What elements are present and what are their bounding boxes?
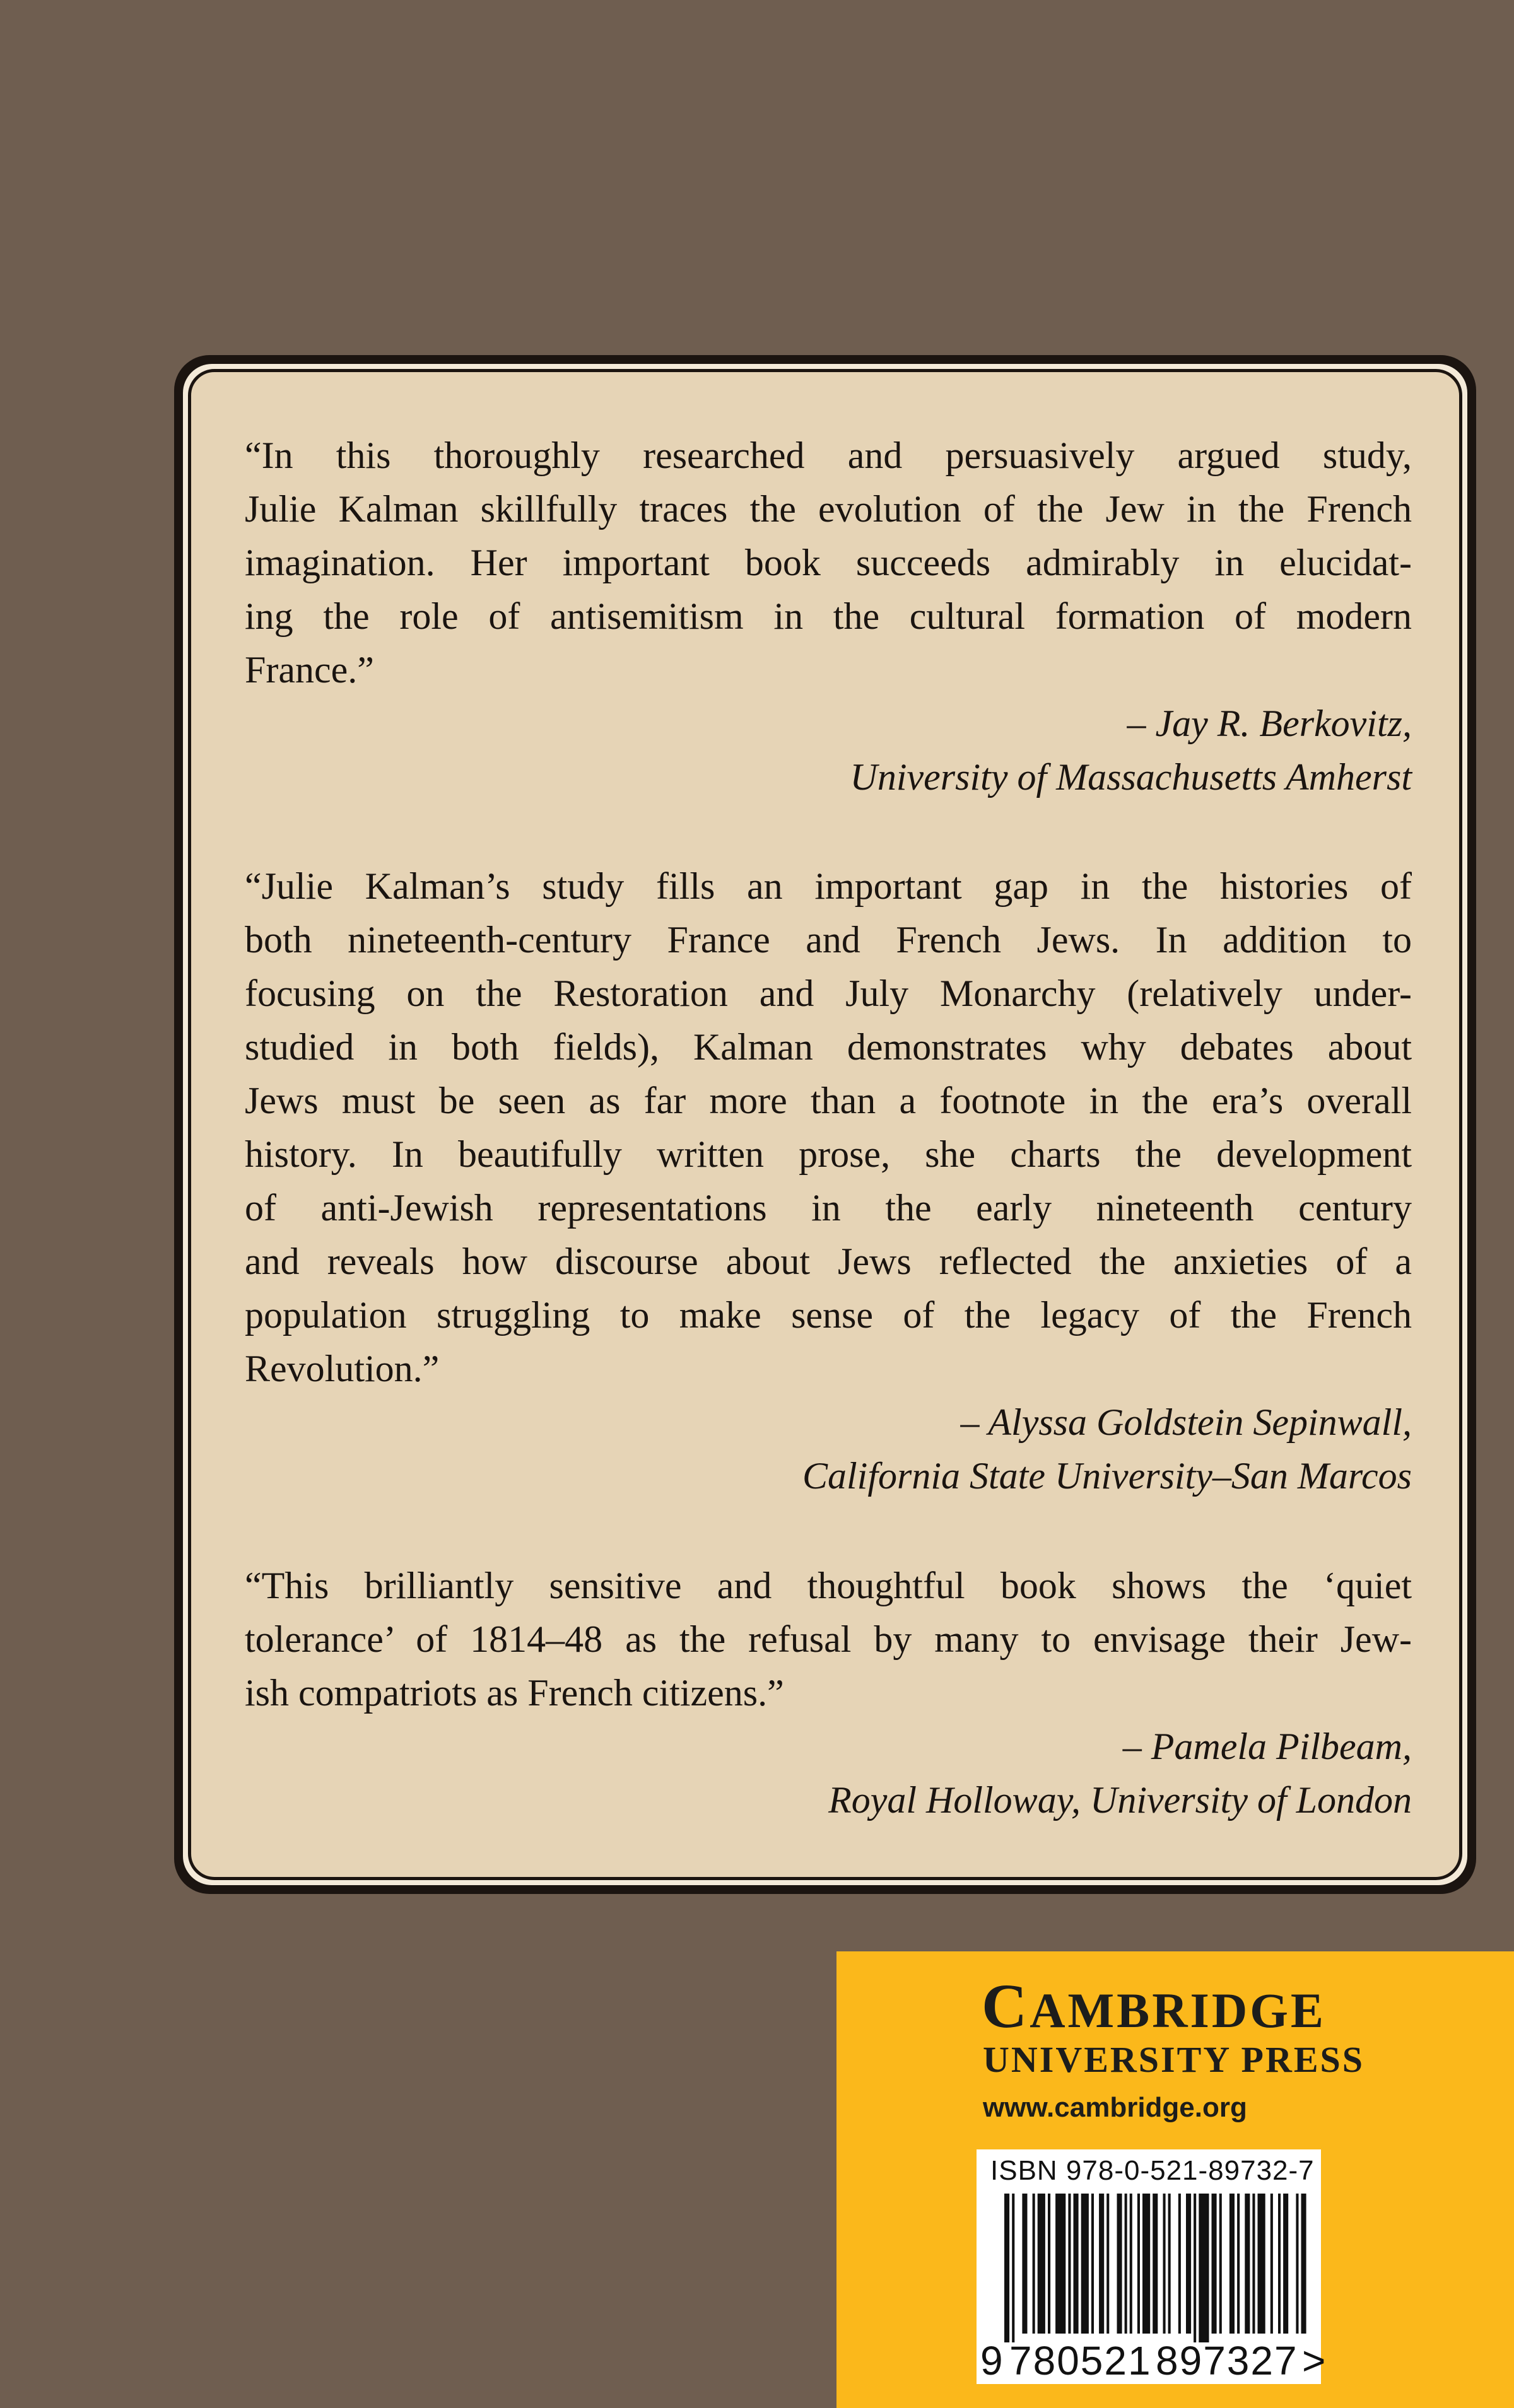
publisher-name: [982, 1972, 1326, 2045]
barcode-bar: [1258, 2194, 1265, 2334]
barcode-bar: [1130, 2194, 1132, 2334]
barcode-bar: [1283, 2194, 1288, 2334]
review-quote-1: [245, 429, 1412, 804]
quote-line: France.”: [245, 649, 374, 691]
barcode-bar: [1106, 2194, 1109, 2334]
isbn-barcode: [977, 2149, 1326, 2384]
publisher-subtitle: UNIVERSITY PRESS: [983, 2039, 1365, 2080]
barcode-bar: [1270, 2194, 1273, 2334]
barcode-bar: [1199, 2194, 1209, 2342]
quote-affiliation: University of Massachusetts Amherst: [850, 756, 1412, 798]
quote-line: “This brilliantly sensitive and thoughtful book shows the ‘quiet: [245, 1565, 1412, 1606]
quote-affiliation: Royal Holloway, University of London: [828, 1779, 1412, 1821]
publisher-name-rest: AMBRIDGE: [1030, 1983, 1326, 2038]
quote-line: both nineteenth-century France and French Jews. In addition to: [245, 919, 1412, 961]
review-quote-3: [245, 1559, 1412, 1827]
barcode-bar: [1142, 2194, 1150, 2334]
barcode-bar: [1301, 2194, 1306, 2334]
barcode-bar: [1237, 2194, 1240, 2334]
quote-line: population struggling to make sense of the legacy of the French: [245, 1294, 1412, 1336]
quote-affiliation: California State University–San Marcos: [802, 1455, 1412, 1497]
quote-attribution: [245, 1396, 1412, 1503]
barcode-bar: [1194, 2194, 1196, 2342]
barcode-bar: [1022, 2194, 1027, 2334]
quote-line: Revolution.”: [245, 1348, 440, 1389]
quote-author: – Pamela Pilbeam,: [1122, 1726, 1412, 1767]
barcode-bar: [1117, 2194, 1122, 2334]
barcode-group-1: 780521: [1009, 2338, 1152, 2383]
quote-line: of anti-Jewish representations in the early nineteenth century: [245, 1187, 1412, 1229]
publisher-url: www.cambridge.org: [983, 2092, 1247, 2123]
quote-line: history. In beautifully written prose, she charts the development: [245, 1133, 1412, 1175]
barcode-bar: [1252, 2194, 1255, 2334]
quote-line: “Julie Kalman’s study fills an important gap in the histories of: [245, 865, 1412, 907]
quote-line: ish compatriots as French citizens.”: [245, 1672, 784, 1714]
barcode-bar: [1038, 2194, 1045, 2334]
barcode-bar: [1278, 2194, 1281, 2334]
publisher-name-initial: C: [982, 1971, 1030, 2041]
quote-line: focusing on the Restoration and July Monarchy (relatively under-: [245, 973, 1412, 1014]
quote-attribution: [245, 1720, 1412, 1827]
review-quote-2: [245, 860, 1412, 1503]
barcode-bar: [1229, 2194, 1235, 2334]
publisher-panel: [836, 1951, 1514, 2408]
barcode-bar: [1296, 2194, 1298, 2334]
quote-text: [245, 1559, 1412, 1720]
quote-line: studied in both fields), Kalman demonstrates why debates about: [245, 1026, 1412, 1068]
quote-line: tolerance’ of 1814–48 as the refusal by many to envisage their Jew-: [245, 1618, 1412, 1660]
barcode-bar: [1091, 2194, 1094, 2334]
quote-line: and reveals how discourse about Jews reflected the anxieties of a: [245, 1241, 1412, 1282]
barcode-bar: [1125, 2194, 1127, 2334]
quote-text: [245, 860, 1412, 1396]
barcode-bar: [1099, 2194, 1104, 2334]
barcode-bar: [1178, 2194, 1181, 2334]
barcode-bar: [1186, 2194, 1191, 2334]
barcode-arrow: >: [1302, 2338, 1326, 2383]
barcode-bar: [1137, 2194, 1140, 2334]
barcode-bar: [1168, 2194, 1171, 2334]
barcode-bar: [1074, 2194, 1079, 2334]
barcode-bar: [1081, 2194, 1089, 2334]
barcode-digits: [980, 2339, 1325, 2383]
quote-line: Jews must be seen as far more than a footnote in the era’s overall: [245, 1080, 1412, 1121]
quote-author: – Alyssa Goldstein Sepinwall,: [960, 1401, 1412, 1443]
barcode-bar: [1212, 2194, 1217, 2334]
quote-line: Julie Kalman skillfully traces the evolution of the Jew in the French: [245, 488, 1412, 530]
barcode-bar: [1012, 2194, 1014, 2342]
barcode-lead-digit: 9: [980, 2338, 1003, 2383]
quote-line: ing the role of antisemitism in the cultural formation of modern: [245, 595, 1412, 637]
barcode-bar: [1033, 2194, 1035, 2334]
barcode-bar: [1004, 2194, 1009, 2342]
barcode-bar: [1153, 2194, 1158, 2334]
barcode-bar: [1245, 2194, 1250, 2334]
barcode-bar: [1048, 2194, 1050, 2334]
barcode-group-2: 897327: [1156, 2338, 1298, 2383]
barcode-bar: [1055, 2194, 1065, 2334]
quote-text: [245, 429, 1412, 697]
quote-line: “In this thoroughly researched and persuasively argued study,: [245, 435, 1412, 476]
isbn-label: ISBN 978-0-521-89732-7: [990, 2155, 1315, 2186]
barcode-bar: [1219, 2194, 1222, 2334]
barcode-bar: [1163, 2194, 1166, 2334]
quote-line: imagination. Her important book succeeds admirably in elucidat-: [245, 542, 1412, 583]
quote-attribution: [245, 697, 1412, 804]
quote-author: – Jay R. Berkovitz,: [1127, 703, 1412, 744]
barcode-bar: [1068, 2194, 1071, 2334]
